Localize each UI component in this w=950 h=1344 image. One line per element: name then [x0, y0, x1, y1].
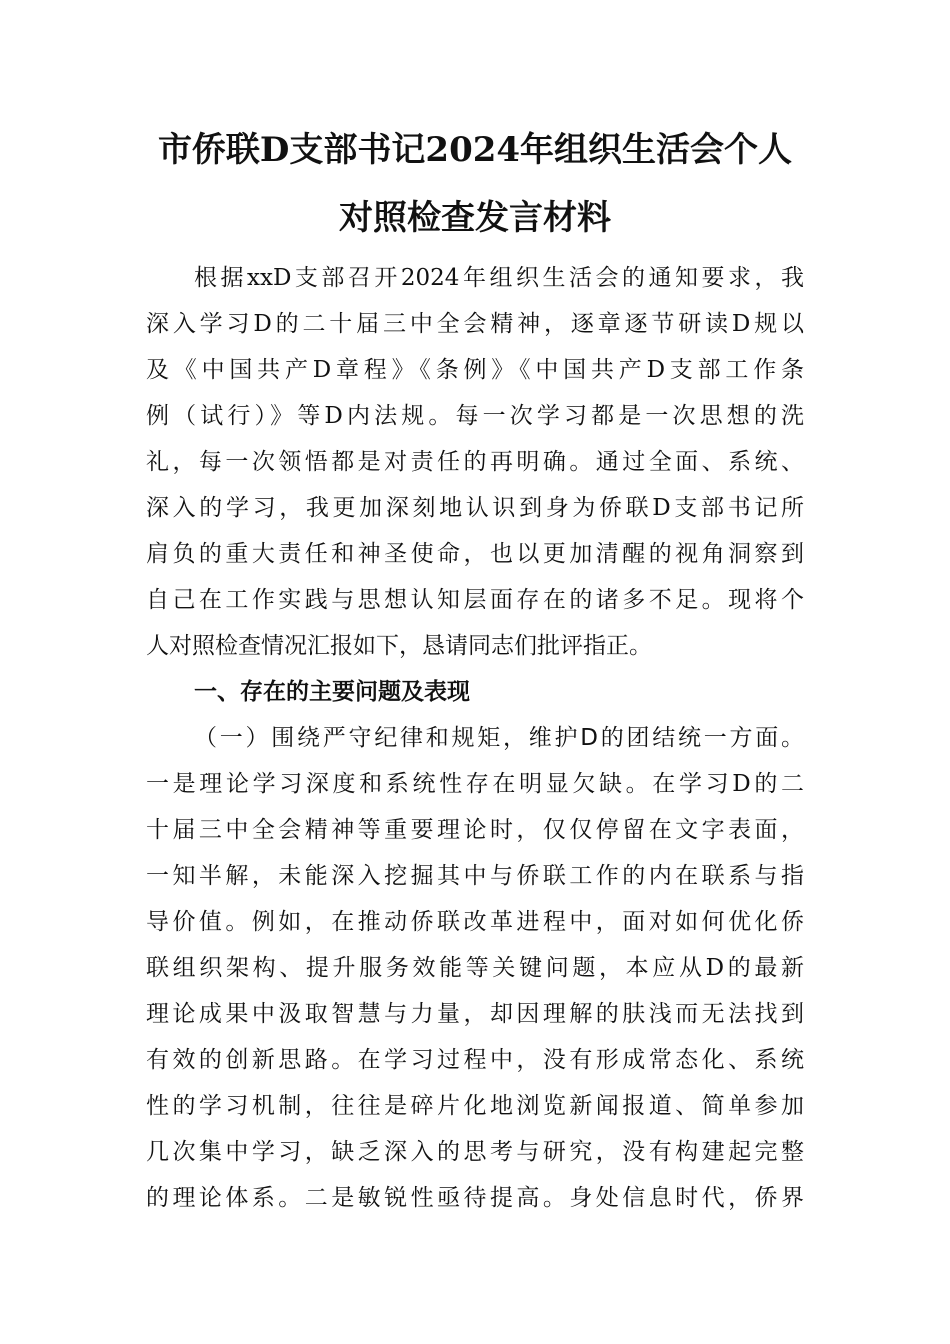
document-title-line-1: 市侨联D支部书记2024年组织生活会个人 [157, 130, 793, 170]
body-line: 联组织架构、提升服务效能等关键问题，本应从D的最新 [146, 955, 804, 981]
body-line: 性的学习机制，往往是碎片化地浏览新闻报道、简单参加 [146, 1093, 804, 1119]
intro-line: 深入学习D的二十届三中全会精神，逐章逐节研读D规以 [146, 311, 804, 337]
section-heading: 一、存在的主要问题及表现 [194, 679, 470, 705]
body-line: 十届三中全会精神等重要理论时，仅仅停留在文字表面， [146, 817, 804, 843]
intro-line: 及《中国共产D章程》《条例》《中国共产D支部工作条 [146, 357, 804, 383]
body-line: 的理论体系。二是敏锐性亟待提高。身处信息时代，侨界 [146, 1185, 804, 1211]
intro-line: 例（试行）》等D内法规。每一次学习都是一次思想的洗 [146, 403, 804, 429]
body-line: 导价值。例如，在推动侨联改革进程中，面对如何优化侨 [146, 909, 804, 935]
intro-line: 自己在工作实践与思想认知层面存在的诸多不足。现将个 [146, 587, 804, 613]
intro-line: 礼，每一次领悟都是对责任的再明确。通过全面、系统、 [146, 449, 804, 475]
document-title-line-2: 对照检查发言材料 [339, 198, 611, 238]
body-line: 一是理论学习深度和系统性存在明显欠缺。在学习D的二 [146, 771, 804, 797]
intro-line: 深入的学习，我更加深刻地认识到身为侨联D支部书记所 [146, 495, 804, 521]
subsection-heading: （一）围绕严守纪律和规矩，维护D的团结统一方面。 [194, 725, 804, 751]
intro-line: 根据xxD支部召开2024年组织生活会的通知要求，我 [194, 265, 804, 291]
body-line: 有效的创新思路。在学习过程中，没有形成常态化、系统 [146, 1047, 804, 1073]
body-line: 一知半解，未能深入挖掘其中与侨联工作的内在联系与指 [146, 863, 804, 889]
intro-line: 人对照检查情况汇报如下，恳请同志们批评指正。 [146, 633, 652, 659]
body-line: 理论成果中汲取智慧与力量，却因理解的肤浅而无法找到 [146, 1001, 804, 1027]
intro-line: 肩负的重大责任和神圣使命，也以更加清醒的视角洞察到 [146, 541, 804, 567]
body-line: 几次集中学习，缺乏深入的思考与研究，没有构建起完整 [146, 1139, 804, 1165]
